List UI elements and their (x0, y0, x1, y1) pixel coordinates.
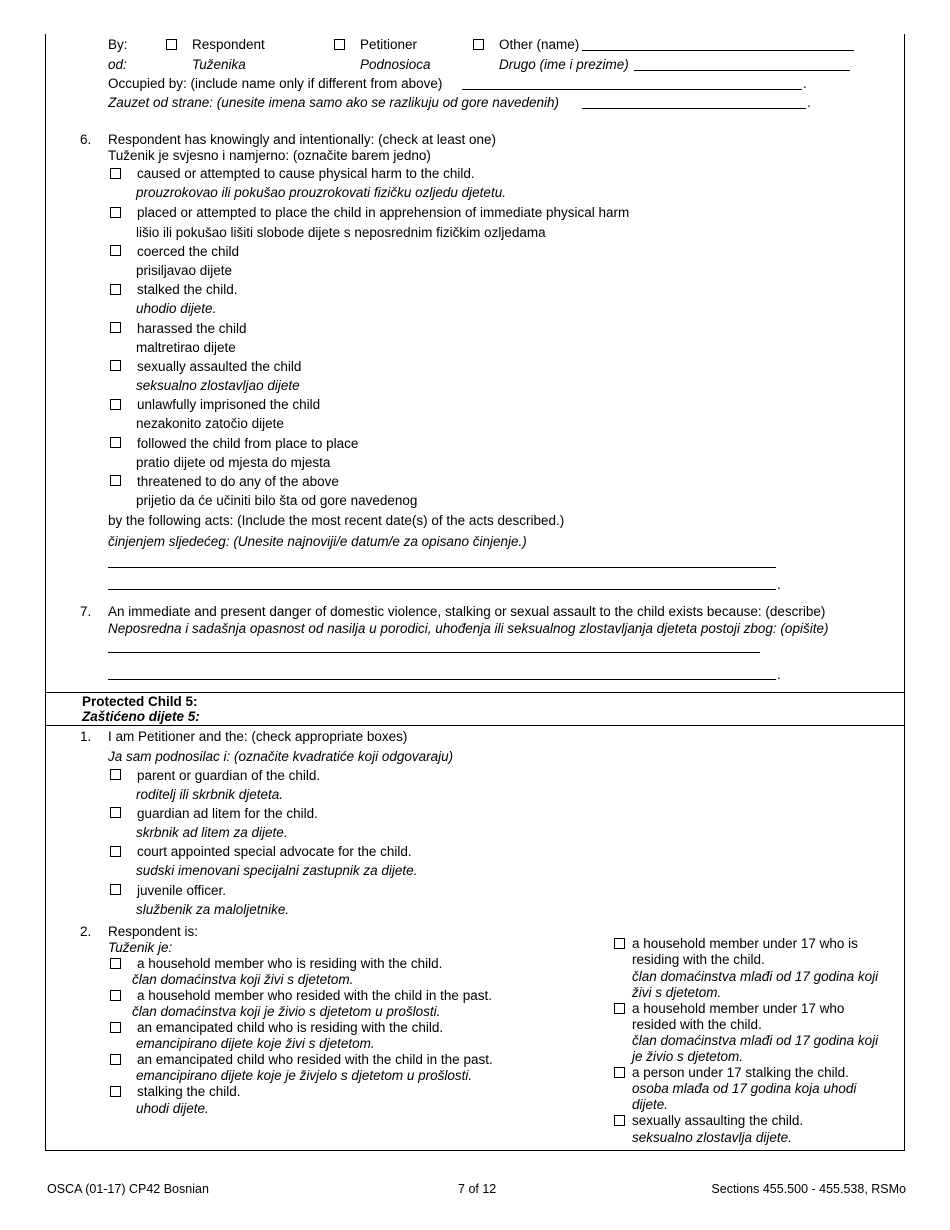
item1-checkbox-special-advocate[interactable] (110, 846, 121, 857)
item2-option-label-bs: emancipirano dijete koje je živjelo s djetetom u prošlosti. (136, 1068, 473, 1083)
item2-option-label: an emancipated child who is residing with the child. (137, 1020, 444, 1035)
footer-page-indicator (458, 1183, 496, 1196)
other-label-bs: Drugo (ime i prezime) (499, 57, 629, 72)
item6-option-label-bs: uhodio dijete. (136, 301, 217, 316)
footer-page-number: 7 (458, 1182, 465, 1196)
item6-checkbox-physical-harm[interactable] (110, 168, 121, 179)
item2-checkbox-under17-stalking[interactable] (614, 1067, 625, 1078)
item6-acts-field-2[interactable] (108, 589, 776, 590)
item2-option-label-bs: uhodi dijete. (136, 1101, 209, 1116)
occupied-by-field-bs[interactable] (582, 108, 806, 109)
item1-title-bs: Ja sam podnosilac i: (označite kvadratiće koji odgovaraju) (108, 749, 454, 764)
item2-right-option-label: residing with the child. (632, 952, 765, 967)
item2-checkbox-stalking[interactable] (110, 1086, 121, 1097)
item6-option-label-bs: nezakonito zatočio dijete (136, 416, 284, 431)
item1-checkbox-parent[interactable] (110, 769, 121, 780)
respondent-label-bs: Tuženika (192, 57, 246, 72)
item2-title-bs: Tuženik je: (108, 940, 173, 955)
footer-page-of: of (468, 1182, 479, 1196)
item2-option-label: a household member who is residing with the child. (137, 956, 443, 971)
item1-option-label-bs: sudski imenovani specijalni zastupnik za dijete. (136, 863, 418, 878)
item2-right-option-label: resided with the child. (632, 1017, 762, 1032)
petitioner-label-bs: Podnosioca (360, 57, 431, 72)
item6-acts-label-bs: činjenjem sljedećeg: (Unesite najnoviji/e datum/e za opisano činjenje.) (108, 534, 527, 549)
section-divider-header (45, 725, 905, 726)
occupied-by-field[interactable] (462, 89, 802, 90)
item2-right-option-label: a household member under 17 who (632, 1001, 845, 1016)
item2-right-option-label: sexually assaulting the child. (632, 1113, 804, 1128)
item6-option-label-bs: lišio ili pokušao lišiti slobode dijete s neposrednim fizičkim ozljedama (136, 225, 546, 240)
other-checkbox[interactable] (473, 39, 484, 50)
item6-option-label-bs: prijetio da će učiniti bilo šta od gore navedenog (136, 493, 418, 508)
respondent-checkbox[interactable] (166, 39, 177, 50)
item6-option-label: harassed the child (137, 321, 247, 336)
item6-option-label: placed or attempted to place the child in apprehension of immediate physical harm (137, 205, 630, 220)
item2-right-option-label-bs: seksualno zlostavlja dijete. (632, 1130, 792, 1145)
right-border (904, 34, 905, 1151)
item6-option-label-bs: prouzrokovao ili pokušao prouzrokovati fizičku ozljedu djetetu. (136, 185, 506, 200)
item2-right-option-label-bs: je živio s djetetom. (632, 1049, 744, 1064)
item6-acts-field-1[interactable] (108, 567, 776, 568)
section-divider-top (45, 692, 905, 693)
item2-title: Respondent is: (108, 924, 199, 939)
item6-checkbox-coerced[interactable] (110, 245, 121, 256)
by-label-bs: od: (108, 57, 127, 72)
occupied-by-label-bs: Zauzet od strane: (unesite imena samo ako se razlikuju od gore navedenih) (108, 95, 560, 110)
item2-option-label-bs: član domaćinstva koji živi s djetetom. (132, 972, 354, 987)
item6-option-label: unlawfully imprisoned the child (137, 397, 321, 412)
item1-title: I am Petitioner and the: (check appropriate boxes) (108, 729, 408, 744)
item1-option-label: guardian ad litem for the child. (137, 806, 318, 821)
item2-checkbox-emancipated-resided[interactable] (110, 1054, 121, 1065)
item6-option-label-bs: prisiljavao dijete (136, 263, 233, 278)
item1-number: 1. (80, 729, 92, 744)
item7-number: 7. (80, 604, 92, 619)
item6-title-bs: Tuženik je svjesno i namjerno: (označite barem jedno) (108, 148, 431, 163)
protected-child-heading-bs: Zaštićeno dijete 5: (82, 709, 200, 724)
item6-option-label: stalked the child. (137, 282, 238, 297)
item6-option-label-bs: pratio dijete od mjesta do mjesta (136, 455, 331, 470)
item7-period: . (777, 667, 781, 682)
protected-child-heading: Protected Child 5: (82, 694, 198, 709)
item7-field-1[interactable] (108, 652, 760, 653)
item2-right-option-label-bs: živi s djetetom. (632, 985, 722, 1000)
item2-option-label-bs: član domaćinstva koji je živio s djetetom u prošlosti. (132, 1004, 441, 1019)
item6-checkbox-imprisoned[interactable] (110, 399, 121, 410)
item1-option-label-bs: službenik za maloljetnike. (136, 902, 290, 917)
item6-option-label: threatened to do any of the above (137, 474, 339, 489)
footer-form-id: OSCA (01-17) CP42 Bosnian (47, 1182, 209, 1196)
item1-checkbox-guardian-ad-litem[interactable] (110, 807, 121, 818)
other-name-field[interactable] (582, 50, 854, 51)
bottom-border (45, 1150, 905, 1151)
item6-option-label-bs: maltretirao dijete (136, 340, 236, 355)
item2-right-option-label: a household member under 17 who is (632, 936, 858, 951)
item2-right-option-label: a person under 17 stalking the child. (632, 1065, 849, 1080)
item2-option-label-bs: emancipirano dijete koje živi s djetetom. (136, 1036, 375, 1051)
other-label: Other (name) (499, 37, 580, 52)
item1-checkbox-juvenile-officer[interactable] (110, 884, 121, 895)
item7-text: An immediate and present danger of domestic violence, stalking or sexual assault to the child exists because: (describe) (108, 604, 826, 619)
item6-checkbox-threatened[interactable] (110, 475, 121, 486)
item1-option-label-bs: roditelj ili skrbnik djeteta. (136, 787, 284, 802)
item2-checkbox-under17-residing[interactable] (614, 938, 625, 949)
item2-checkbox-sexually-assaulting[interactable] (614, 1115, 625, 1126)
item6-option-label: caused or attempted to cause physical harm to the child. (137, 166, 475, 181)
item6-acts-label: by the following acts: (Include the most recent date(s) of the acts described.) (108, 513, 565, 528)
item2-right-option-label-bs: osoba mlađa od 17 godina koja uhodi (632, 1081, 857, 1096)
item6-option-label: coerced the child (137, 244, 240, 259)
item2-checkbox-emancipated-residing[interactable] (110, 1022, 121, 1033)
occupied-period-bs: . (807, 95, 811, 110)
item2-option-label: stalking the child. (137, 1084, 241, 1099)
item2-right-option-label-bs: član domaćinstva mlađi od 17 godina koji (632, 969, 879, 984)
occupied-by-label: Occupied by: (include name only if different from above) (108, 76, 443, 91)
footer-sections: Sections 455.500 - 455.538, RSMo (711, 1182, 906, 1196)
item7-field-2[interactable] (108, 679, 776, 680)
item1-option-label: juvenile officer. (137, 883, 227, 898)
occupied-period: . (803, 76, 807, 91)
item6-option-label-bs: seksualno zlostavljao dijete (136, 378, 300, 393)
item2-option-label: a household member who resided with the child in the past. (137, 988, 492, 1003)
item6-checkbox-stalked[interactable] (110, 284, 121, 295)
left-border (45, 34, 46, 1151)
item1-option-label: court appointed special advocate for the child. (137, 844, 412, 859)
item7-text-bs: Neposredna i sadašnja opasnost od nasilja u porodici, uhođenja ili seksualnog zlostavljanja djeteta postoji zbog: (opišite) (108, 621, 829, 636)
item6-option-label: sexually assaulted the child (137, 359, 302, 374)
item6-checkbox-sexually-assaulted[interactable] (110, 360, 121, 371)
item2-right-option-label-bs: dijete. (632, 1097, 669, 1112)
item2-right-option-label-bs: član domaćinstva mlađi od 17 godina koji (632, 1033, 879, 1048)
item2-checkbox-under17-resided[interactable] (614, 1003, 625, 1014)
item1-option-label: parent or guardian of the child. (137, 768, 321, 783)
item6-acts-period: . (777, 577, 781, 592)
item6-checkbox-harassed[interactable] (110, 322, 121, 333)
item6-checkbox-apprehension[interactable] (110, 207, 121, 218)
item6-checkbox-followed[interactable] (110, 437, 121, 448)
item2-checkbox-household-residing[interactable] (110, 958, 121, 969)
footer-page-total: 12 (482, 1182, 497, 1196)
by-label: By: (108, 37, 128, 52)
item6-option-label: followed the child from place to place (137, 436, 359, 451)
other-name-field-bs[interactable] (634, 70, 850, 71)
item2-number: 2. (80, 924, 92, 939)
item2-option-label: an emancipated child who resided with the child in the past. (137, 1052, 493, 1067)
item6-number: 6. (80, 132, 92, 147)
item6-title: Respondent has knowingly and intentionally: (check at least one) (108, 132, 496, 147)
respondent-label: Respondent (192, 37, 265, 52)
item1-option-label-bs: skrbnik ad litem za dijete. (136, 825, 288, 840)
petitioner-checkbox[interactable] (334, 39, 345, 50)
petitioner-label: Petitioner (360, 37, 418, 52)
item2-checkbox-household-resided[interactable] (110, 990, 121, 1001)
